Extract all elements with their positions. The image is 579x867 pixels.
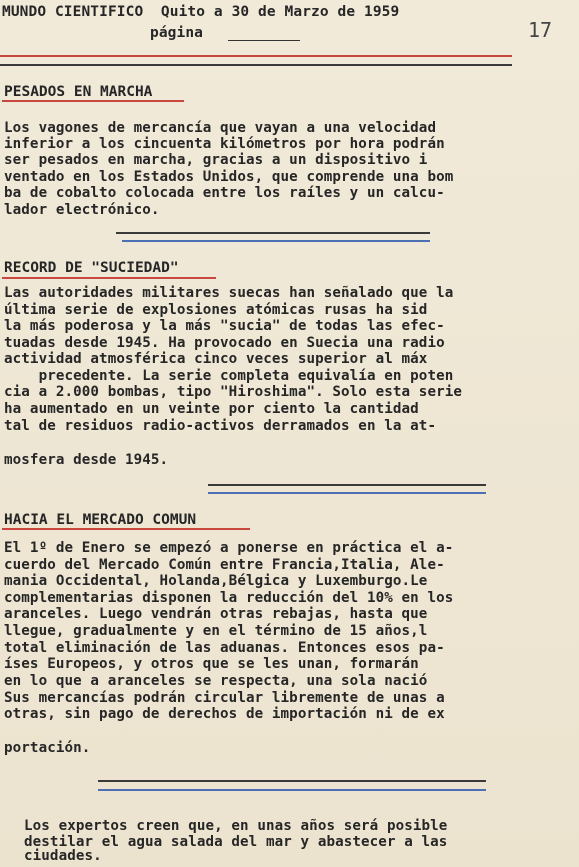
page-blank-underline bbox=[228, 40, 300, 41]
paragraph-line: cia a 2.000 bombas, tipo "Hiroshima". Solo esta serie bbox=[4, 384, 463, 400]
paragraph-line: Los expertos creen que, en unas años será posible bbox=[24, 818, 448, 834]
paragraph-line: aranceles. Luego vendrán otras rebajas, hasta que bbox=[4, 606, 428, 622]
section-title-underline bbox=[2, 277, 216, 279]
paragraph-line: última serie de explosiones atómicas rusas ha sid bbox=[4, 302, 428, 318]
section-divider-dark bbox=[116, 232, 430, 234]
header-line-2: página bbox=[150, 25, 203, 41]
paragraph-line: tuadas desde 1945. Ha provocado en Suecia una radio bbox=[4, 335, 445, 351]
paragraph-line: complementarias disponen la reducción del 10% en los bbox=[4, 590, 454, 606]
section-title-pesados: PESADOS EN MARCHA bbox=[4, 84, 153, 100]
paragraph-line: la más poderosa y la más "sucia" de todas las efec- bbox=[4, 318, 445, 334]
paragraph-line: íses Europeos, y otros que se les unan, formarán bbox=[4, 656, 419, 672]
paragraph-line: ha aumentado en un veinte por ciento la cantidad bbox=[4, 401, 419, 417]
paragraph-line: inferior a los cincuenta kilómetros por hora podrán bbox=[4, 136, 445, 152]
paragraph-line: destilar el agua salada del mar y abastecer a las bbox=[24, 834, 448, 850]
paragraph-line: cuerdo del Mercado Común entre Francia,Italia, Ale- bbox=[4, 557, 445, 573]
page-number: 17 bbox=[528, 18, 553, 42]
paragraph-line: portación. bbox=[4, 740, 91, 756]
paragraph-line: ciudades. bbox=[24, 848, 102, 864]
paragraph-line: actividad atmosférica cinco veces superior al máx bbox=[4, 351, 428, 367]
section-title-underline bbox=[2, 100, 184, 102]
paragraph-line: ser pesados en marcha, gracias a un dispositivo i bbox=[4, 152, 428, 168]
paragraph-line: llegue, gradualmente y en el término de 15 años,l bbox=[4, 623, 428, 639]
paragraph-line: Las autoridades militares suecas han señalado que la bbox=[4, 285, 454, 301]
paragraph-line: Sus mercancías podrán circular libremente de unas a bbox=[4, 690, 445, 706]
paragraph-line: precedente. La serie completa equivalía en poten bbox=[4, 368, 454, 384]
section-divider-dark bbox=[208, 484, 486, 486]
section-divider-dark bbox=[98, 780, 486, 782]
section-divider-blue bbox=[122, 240, 430, 242]
paragraph-line: ventado en los Estados Unidos, que comprende una bom bbox=[4, 169, 454, 185]
paragraph-line: lador electrónico. bbox=[4, 202, 160, 218]
paragraph-line: mania Occidental, Holanda,Bélgica y Luxemburgo.Le bbox=[4, 573, 428, 589]
section-title-mercado: HACIA EL MERCADO COMUN bbox=[4, 512, 197, 528]
paragraph-line: El 1º de Enero se empezó a ponerse en práctica el a- bbox=[4, 540, 454, 556]
section-title-underline bbox=[2, 528, 250, 530]
header-line-1: MUNDO CIENTIFICO Quito a 30 de Marzo de 1959 bbox=[2, 4, 400, 20]
paragraph-line: tal de residuos radio-activos derramados en la at- bbox=[4, 418, 437, 434]
paragraph-line: Los vagones de mercancía que vayan a una velocidad bbox=[4, 120, 437, 136]
top-rule-red bbox=[0, 55, 512, 57]
paragraph-line: ba de cobalto colocada entre los raíles y un calcu- bbox=[4, 185, 445, 201]
paragraph-line: mosfera desde 1945. bbox=[4, 452, 169, 468]
section-divider-blue bbox=[208, 492, 486, 494]
top-rule-dark bbox=[0, 64, 512, 66]
paragraph-line: total eliminación de las aduanas. Entonces esos pa- bbox=[4, 640, 445, 656]
section-divider-blue bbox=[98, 789, 486, 791]
section-title-record: RECORD DE "SUCIEDAD" bbox=[4, 260, 179, 276]
paragraph-line: otras, sin pago de derechos de importación ni de ex bbox=[4, 706, 445, 722]
paragraph-line: en lo que a aranceles se respecta, una sola nació bbox=[4, 673, 428, 689]
